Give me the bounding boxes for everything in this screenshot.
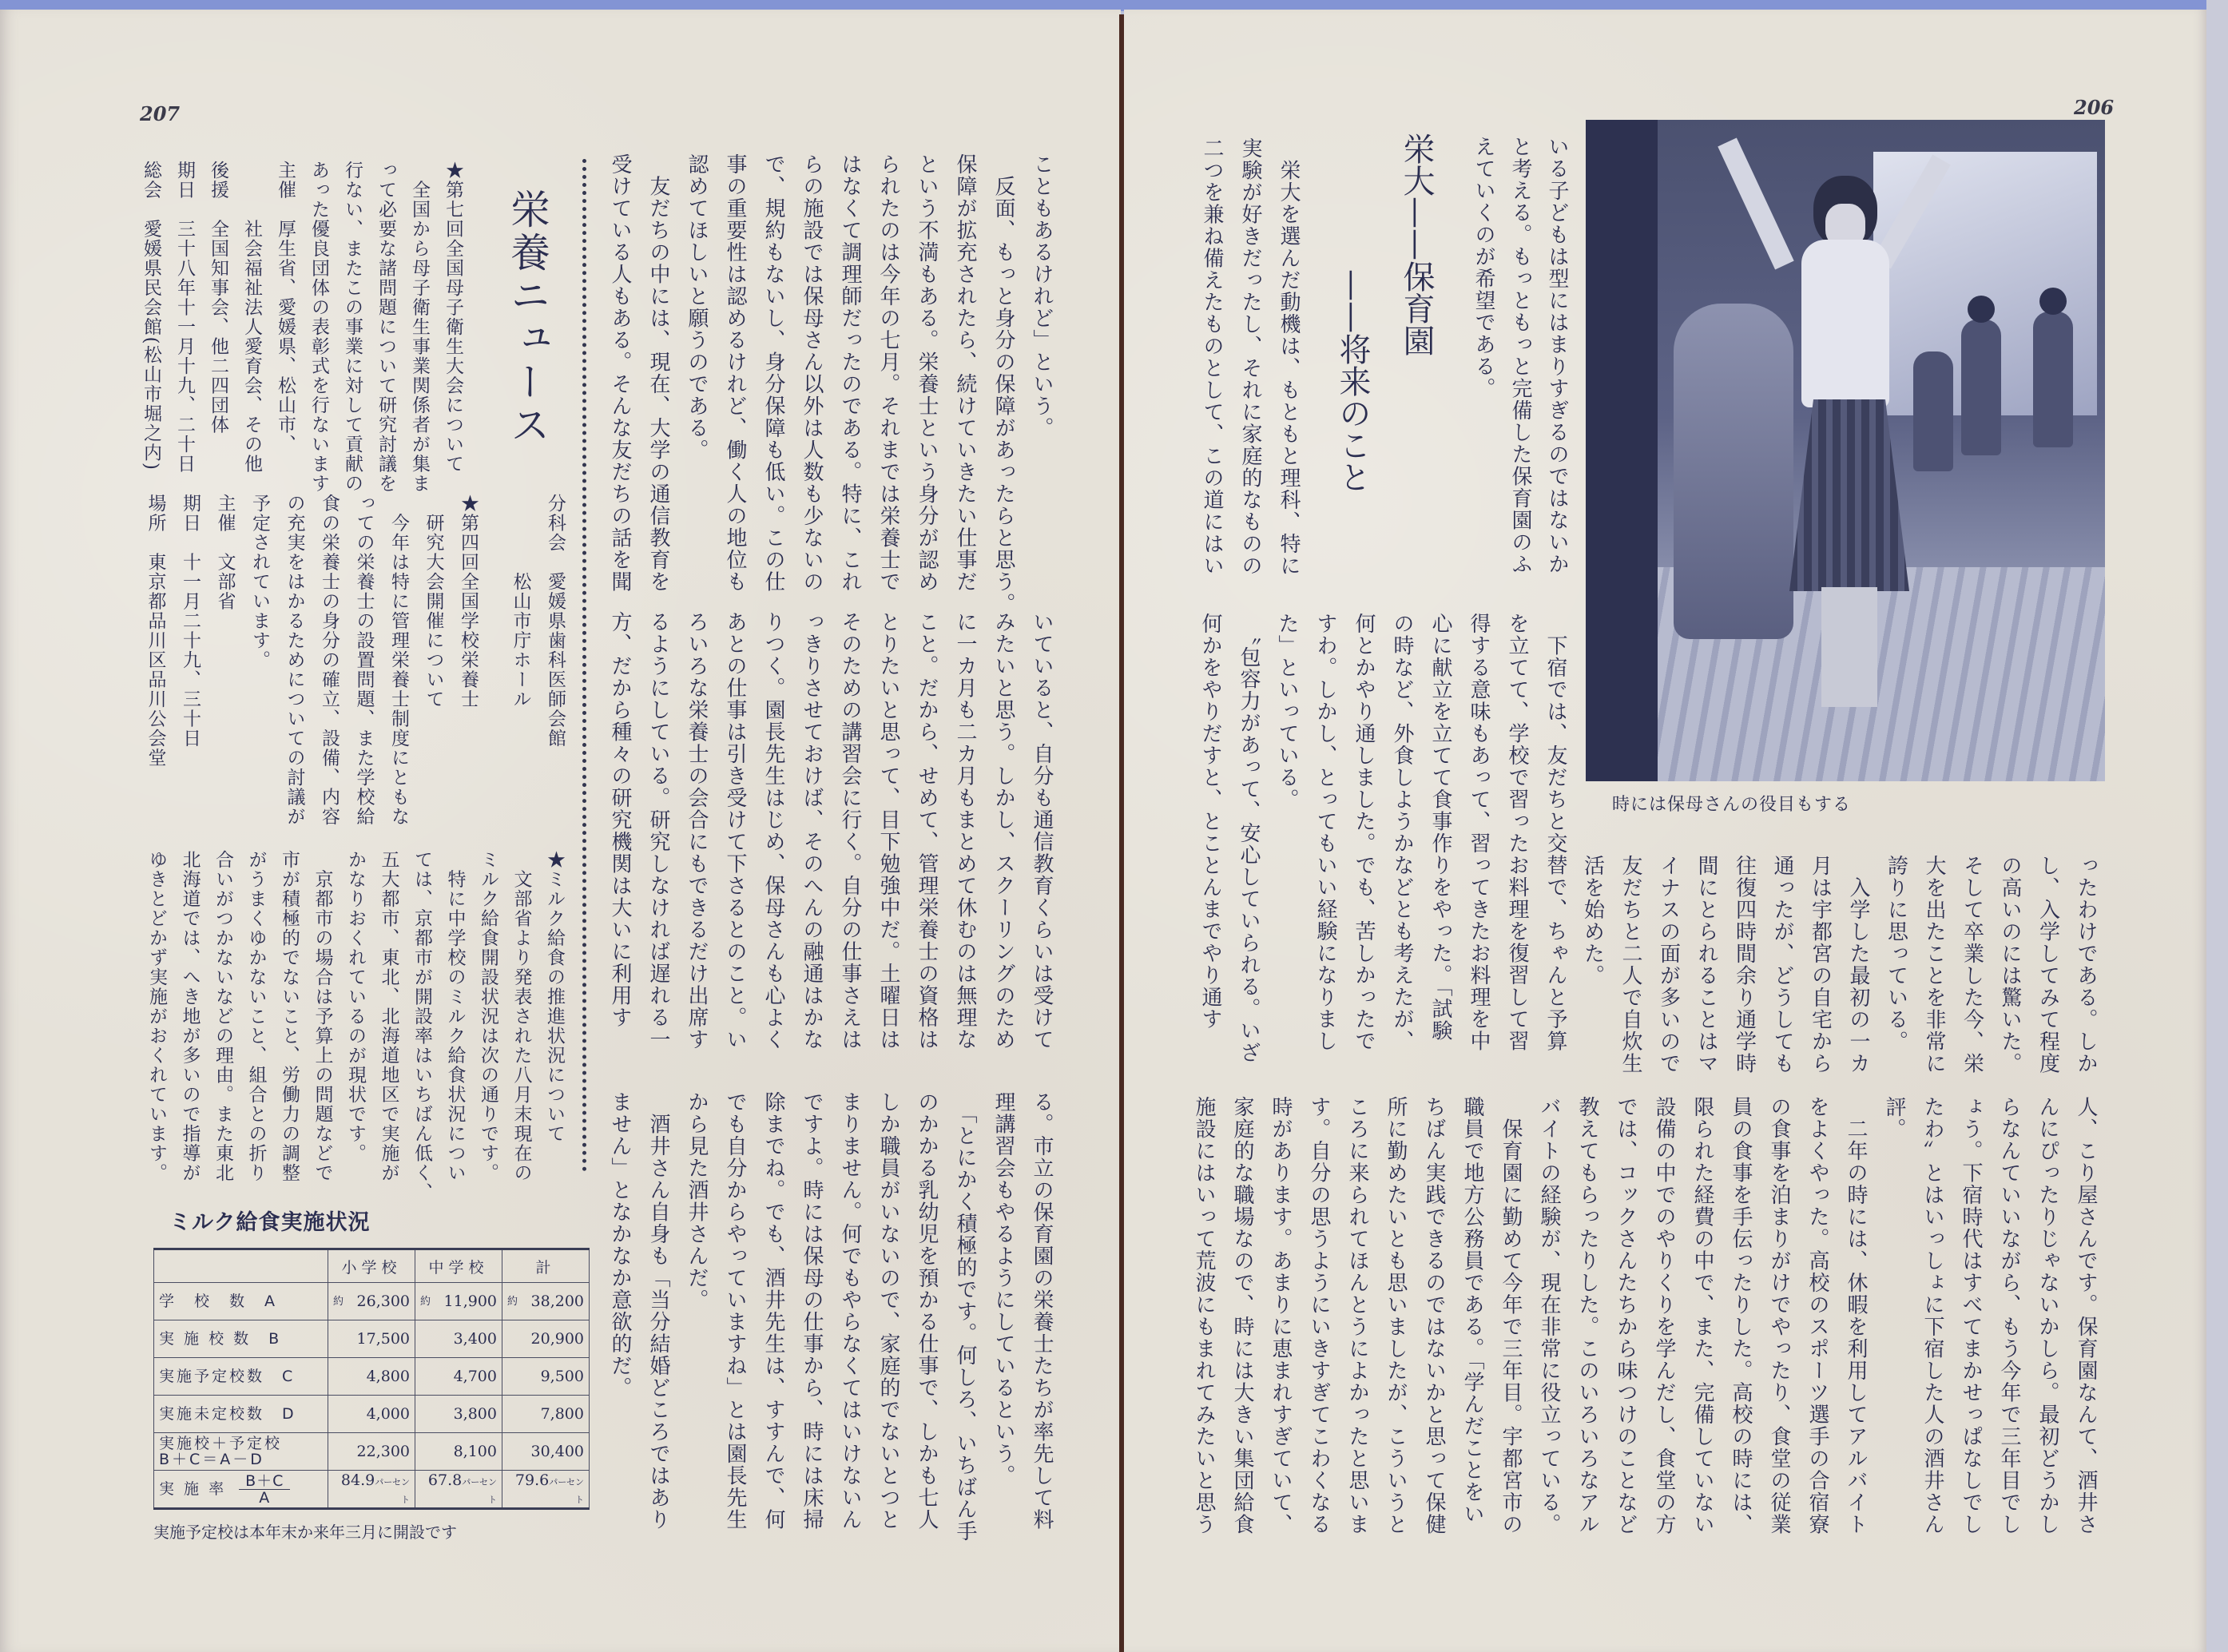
text-column: かなりおくれているのが現状です。 [345,850,366,1163]
article-left-middle [601,611,1061,1050]
table-cell [415,1358,502,1396]
cell-value: 79.6 [514,1471,550,1489]
text-column: に一カ月も二カ月もまとめて休むのは無理な [953,611,977,1050]
table-cell [415,1433,502,1471]
text-column: りつく。園長先生はじめ、保母さんも心よく [761,611,785,1050]
section-heading [1394,133,1439,356]
photo-child-head [1968,296,1995,323]
text-column: で、規約もないし、身分保障も低い。この仕 [761,153,785,593]
text-column: のかかる乳幼児を預かる仕事で、しかも七人 [915,1091,939,1531]
text-column: 合いがつかないなどの理由。また東北 [212,850,233,1183]
table-row [154,1283,590,1320]
table-header-row [154,1249,590,1283]
text-column: ★第七回全国母子衛生大会について [443,161,463,474]
text-column: 食の栄養士の身分の確立、設備、内容 [319,494,340,827]
text-column: 員の食事を手伝ったりした。高校の時には、 [1729,1096,1753,1535]
text-column: し、入学してみて程度 [2035,855,2060,1074]
text-column: るようにしている。研究しなければ遅れる一 [646,611,670,1050]
text-column: 設備の中でのやりくりを学んだし、食堂の方 [1652,1096,1676,1535]
text-column: 得する意味もあって、習ってきたお料理を中 [1467,613,1491,1052]
row-label [154,1358,328,1396]
text-column: ミルク給食開設状況は次の通りです。 [478,850,498,1183]
text-column: た」といっている。 [1275,613,1299,811]
article-right-top-continuation [1466,136,1576,575]
cell-value: 84.9 [340,1471,375,1489]
text-column: そのための講習会に行く。自分の仕事さえは [838,611,862,1050]
table-title: ミルク給食実施状況 [169,1210,371,1235]
row-label-text: 実施校＋予定校 [159,1435,283,1452]
row-label-text: 学 校 数 A [159,1293,277,1310]
text-column: 誇りに思っている。 [1884,855,1908,1053]
cell-value: 4,700 [453,1368,497,1385]
text-column: 友だちの中には、現在、大学の通信教育を [646,153,670,593]
text-column: という不満もある。栄養士という身分が認め [915,153,939,593]
text-column: 認めてほしいと願うのである。 [685,153,709,461]
text-column: 限られた経費の中で、また、完備していない [1690,1096,1714,1535]
text-column: ころに来られてほんとうによかったと思いま [1345,1096,1369,1535]
cell-value: 7,800 [540,1405,584,1423]
text-column: ません」となかなか意欲的だ。 [608,1091,632,1399]
column-header: 中学校 [415,1249,502,1283]
cell-value: 4,800 [366,1368,410,1385]
news-item-milk-program [141,850,572,1202]
text-column: みたいと思う。しかし、スクーリングのため [991,611,1015,1050]
text-column: っての栄養士の設置問題、また学校給 [353,494,375,827]
text-column: 栄大を選んだ動機は、もともと理科、特に [1277,137,1301,577]
milk-program-table [153,1248,590,1510]
news-item-school-dietitian [137,494,572,827]
cell-value: 17,500 [356,1330,410,1348]
text-column: を立てて、学校で習ったお料理を復習して習 [1505,613,1529,1052]
table-cell [328,1283,415,1320]
table-cell [502,1358,590,1396]
row-label [154,1396,328,1433]
table-cell [328,1396,415,1433]
text-column: 保障が拡充されたら、続けていきたい仕事だ [953,153,977,593]
row-label [154,1320,328,1358]
text-column: 総会 愛媛県民会館(松山市堀之内) [141,161,161,471]
row-label-text: 実施未定校数 D [159,1405,296,1423]
table-row [154,1471,590,1509]
text-column: ですよ。時には保母の仕事から、時には床掃 [800,1091,824,1531]
approx-prefix: 約 [333,1296,344,1308]
photo-door-frame [1586,120,1658,781]
article-left-top [601,153,1061,615]
text-column: 反面、もっと身分の保障があったらと思う。 [991,153,1015,615]
table-cell [415,1471,502,1509]
text-column: 主催 厚生省、愛媛県、松山市、 [275,161,296,455]
text-column: 所に勤めたいとも思いましたが、こういうと [1384,1096,1408,1535]
approx-prefix: 約 [507,1296,518,1308]
text-column: 入学した最初の一カ [1846,855,1870,1074]
text-column: 何とかやり通しました。でも、苦しかったで [1352,613,1376,1052]
percent-unit: パーセント [462,1477,497,1505]
table-cell [502,1283,590,1320]
table-row [154,1358,590,1396]
text-column: る。市立の保育園の栄養士たちが率先して料 [1030,1091,1054,1531]
photo-woman-blouse [1801,240,1889,407]
cell-value: 3,800 [453,1405,497,1423]
section-subheading [1330,269,1375,493]
row-label-text: 実施予定校数 C [159,1368,296,1385]
text-column: でも自分からやっていますね」とは園長先生 [723,1091,747,1531]
cell-value: 30,400 [530,1443,584,1460]
text-column: 実験が好きだったし、それに家庭的なものの [1238,137,1262,577]
text-column: たわ〟とはいっしょに下宿した人の酒井さん [1920,1096,1944,1535]
article-right-under-photo [1574,855,2105,1074]
text-column: ったわけである。しか [2074,855,2098,1074]
text-column: の食事を泊まりがけでやったり、食堂の従業 [1767,1096,1791,1535]
table-cell [502,1320,590,1358]
text-column: ろいろな栄養士の会合にもできるだけ出席す [685,611,709,1050]
text-column: 五大都市、東北、北海道地区で実施が [378,850,399,1183]
table-cell [328,1358,415,1396]
rate-fraction [239,1473,290,1506]
news-section-title [502,189,553,447]
text-column: 受けている人もある。そんな友だちの話を聞 [608,153,632,593]
book-edge [2206,0,2228,1652]
text-column: ゆきとどかず実施がおくれています。 [146,850,167,1183]
text-column: 評。 [1882,1096,1906,1140]
table-cell [328,1471,415,1509]
text-column: 期日 三十八年十一月十九、二十日 [174,161,195,474]
text-column: 北海道では、へき地が多いので指導が [179,850,201,1183]
text-column: 通ったが、どうしても [1770,855,1794,1074]
text-column: がうまくゆかないこと、組合との折り [245,850,267,1183]
text-column: をよくやった。高校のスポーツ選手の合宿寮 [1805,1096,1829,1535]
table-body [154,1283,590,1509]
table-cell [502,1471,590,1509]
text-column: 二年の時には、休暇を利用してアルバイト [1844,1096,1868,1535]
table-cell [328,1320,415,1358]
text-column: いていると、自分も通信教育くらいは受けて [1030,611,1054,1050]
approx-prefix: 約 [420,1296,431,1308]
text-column: から見た酒井さんだ。 [685,1091,709,1311]
text-column: 理講習会もやるようにしているという。 [991,1091,1015,1487]
photo-child [1913,351,1953,471]
text-column: 時があります。あまりに恵まれすぎていて、 [1269,1096,1293,1535]
cell-value: 8,100 [453,1443,497,1460]
photo-child-head [2039,288,2067,315]
text-column: あとの仕事は引き受けて下さるとのこと。い [723,611,747,1050]
table-cell [415,1283,502,1320]
text-column: 期日 十一月二十九、三十日 [180,494,201,749]
text-column: ょう。下宿時代はすべてまかせっぱなしでし [1959,1096,1983,1535]
percent-unit: パーセント [375,1477,410,1505]
text-column: っきりさせておけば、そのへんの融通はかな [800,611,824,1050]
text-column: ては、京都市が開設率はいちばん低く、 [411,850,432,1202]
text-column: 主催 文部省 [214,494,236,611]
text-column: こともあるけれど」という。 [1030,153,1054,439]
text-column: 方、だから種々の研究機関は大いに利用す [608,611,632,1029]
text-column: 下宿では、友だちと交替で、ちゃんと予算 [1543,613,1567,1052]
page-number-left: 207 [140,102,181,125]
text-column: 市が積極的でないこと、労働力の調整 [279,850,300,1183]
text-column: らなんていいながら、もう今年で三年目でし [1997,1096,2021,1535]
text-column: って必要な諸問題について研究討議を [375,161,396,494]
text-column: られたのは今年の七月。それまでは栄養士で [876,153,900,593]
text-column: 心に献立を立てて食事作りをやった。「試験 [1428,613,1452,1042]
text-column: 後援 全国知事会、他二四団体 [208,161,228,435]
text-column: しか職員がいないので、家庭的でないとつと [876,1091,900,1531]
text-column: 全国から母子衛生事業関係者が集ま [409,161,430,494]
text-column: 場所 東京都品川区品川公会堂 [145,494,166,768]
text-column: 京都市の場合は予算上の問題などで [312,850,333,1183]
page-number-right: 206 [2074,96,2115,119]
text-column: 分科会 愛媛県歯科医師会館 [545,494,566,749]
text-column: 保育園に勤めて今年で三年目。宇都宮市の [1499,1096,1523,1535]
text-column: イナスの面が多いので [1656,855,1681,1074]
text-column: 活を始めた。 [1580,855,1605,987]
text-column: 〝包容力があって、安心していられる。いざ [1237,613,1261,1064]
row-label [154,1433,328,1471]
text-column: そして卒業した今、栄 [1960,855,1984,1074]
text-column: 二つを兼ね備えたものとして、この道にはい [1200,137,1224,577]
text-column: すわ。しかし、とってもいい経験になりまし [1313,613,1337,1052]
text-column: 間にとられることはマ [1694,855,1718,1074]
text-column: いる子どもは型にはまりすぎるのではないか [1545,136,1569,575]
text-column: あった優良団体の表彰式を行ないます [308,161,329,494]
photo-child [2033,312,2073,447]
text-column: 教えてもらったりした。このいろいろなアル [1575,1096,1599,1535]
photo-woman-skirt [1789,399,1909,591]
article-right-middle [1191,613,1575,1064]
text-column: 職員で地方公務員である。「学んだことをい [1460,1096,1484,1525]
text-column: 酒井さん自身も「当分結婚どころではあり [646,1091,670,1531]
text-column: 行ない、またこの事業に対して貢献の [342,161,363,494]
cell-value: 9,500 [540,1368,584,1385]
row-label-text: 実 施 校 数 B [159,1330,282,1348]
text-column: 人、こり屋さんです。保育園なんて、酒井さ [2074,1096,2098,1535]
text-column: 文部省より発表された八月末現在の [510,850,532,1183]
text-column: 何かをやりだすと、とことんまでやり通す [1198,613,1222,1031]
text-column: ★第四回全国学校栄養士 [458,494,479,709]
table-cell [415,1320,502,1358]
text-column: ——将来のこと [1334,269,1371,493]
row-label [154,1283,328,1320]
column-header: 小学校 [328,1249,415,1283]
text-column: 今年は特に管理栄養士制度にともな [388,494,409,827]
column-header: 計 [502,1249,590,1283]
article-right-bottom [1185,1096,2105,1535]
text-column: 特に中学校のミルク給食状況につい [444,850,466,1183]
article-right-top-section [1193,137,1308,577]
text-column: こと。だから、せめて、管理栄養士の資格は [915,611,939,1050]
text-column: とりたいと思って、目下勉強中だ。土曜日は [876,611,900,1050]
text-column: 月は宇都宮の自宅から [1808,855,1833,1074]
text-column: 社会福祉法人愛育会、その他 [241,161,262,474]
text-column: 除までね。でも、酒井先生は、すすんで、何 [761,1091,785,1531]
text-column: 友だちと二人で自炊生 [1618,855,1642,1074]
text-column: 事の重要性は認めるけれど、働く人の地位も [723,153,747,593]
cell-value: 26,300 [356,1293,410,1310]
table-cell [502,1433,590,1471]
text-column: 往復四時間余り通学時 [1732,855,1757,1074]
photo-child [1961,320,2001,455]
text-column: 栄養ニュース [504,189,550,447]
cell-value: 38,200 [530,1293,584,1310]
table-row [154,1396,590,1433]
book-gutter [1119,14,1124,1652]
cell-value: 67.8 [427,1471,463,1489]
cell-value: 4,000 [366,1405,410,1423]
table-row [154,1320,590,1358]
table-cell [415,1396,502,1433]
photo-woman-legs [1821,587,1877,707]
photo-caption: 時には保母さんの役目もする [1612,795,1852,815]
table-row [154,1433,590,1471]
dotted-column-divider [582,159,586,1172]
text-column: 施設にはいって荒波にもまれてみたいと思う [1192,1096,1216,1535]
text-column: す。自分の思うようにいきすぎてこわくなる [1307,1096,1331,1535]
text-column: バイトの経験が、現在非常に役立っている。 [1537,1096,1561,1535]
fraction-numerator: B＋C [239,1473,290,1490]
fraction-denominator: A [259,1488,271,1507]
text-column: えていくのが希望である。 [1471,136,1495,399]
row-formula: B＋C＝A－D [159,1451,264,1468]
percent-unit: パーセント [549,1477,584,1505]
text-column: んにぴったりじゃないかしら。最初どうかし [2035,1096,2059,1535]
text-column: 大を出たことを非常に [1922,855,1946,1074]
text-column: らの施設では保母さん以外は人数も少ないの [800,153,824,593]
photo-child-foreground [1674,304,1793,639]
text-column: の充実をはかるためについての討議が [284,494,305,827]
table-footnote: 実施予定校は本年末か来年三月に開設です [153,1523,457,1542]
row-label-text: 実 施 率 [159,1479,227,1498]
text-column: と考える。もっともっと完備した保育園のふ [1508,136,1532,575]
text-column: 「とにかく積極的です。何しろ、いちばん手 [953,1091,977,1543]
text-column: では、コックさんたちから味つけのことなど [1614,1096,1638,1535]
text-column: 松山市庁ホール [510,494,531,709]
cell-value: 11,900 [443,1293,497,1310]
table-cell [328,1433,415,1471]
text-column: ちばん実践できるのではないかと思って保健 [1422,1096,1446,1535]
text-column: 予定されています。 [249,494,270,670]
text-column: の高いのには驚いた。 [1998,855,2022,1074]
table-cell [502,1396,590,1433]
text-column: ★ミルク給食の推進状況について [544,850,565,1144]
article-left-bottom [601,1091,1061,1543]
photo-raised-arm [1718,137,1793,269]
photo-dietitian-with-children [1586,120,2105,781]
cell-value: 3,400 [453,1330,497,1348]
column-header [154,1249,328,1283]
text-column: はなくて調理師だったのである。特に、これ [838,153,862,593]
text-column: 研究大会開催について [423,494,444,709]
cell-value: 20,900 [530,1330,584,1348]
text-column: 家庭的な職場なので、時には大きい集団給食 [1230,1096,1254,1535]
row-label [154,1471,328,1509]
text-column: の時など、外食しようかなどとも考えたが、 [1390,613,1414,1052]
text-column: 栄大——保育園 [1398,133,1435,356]
cell-value: 22,300 [356,1443,410,1460]
text-column: まりません。何でもやらなくてはいけないん [838,1091,862,1531]
news-item-mother-child-health [134,161,470,494]
